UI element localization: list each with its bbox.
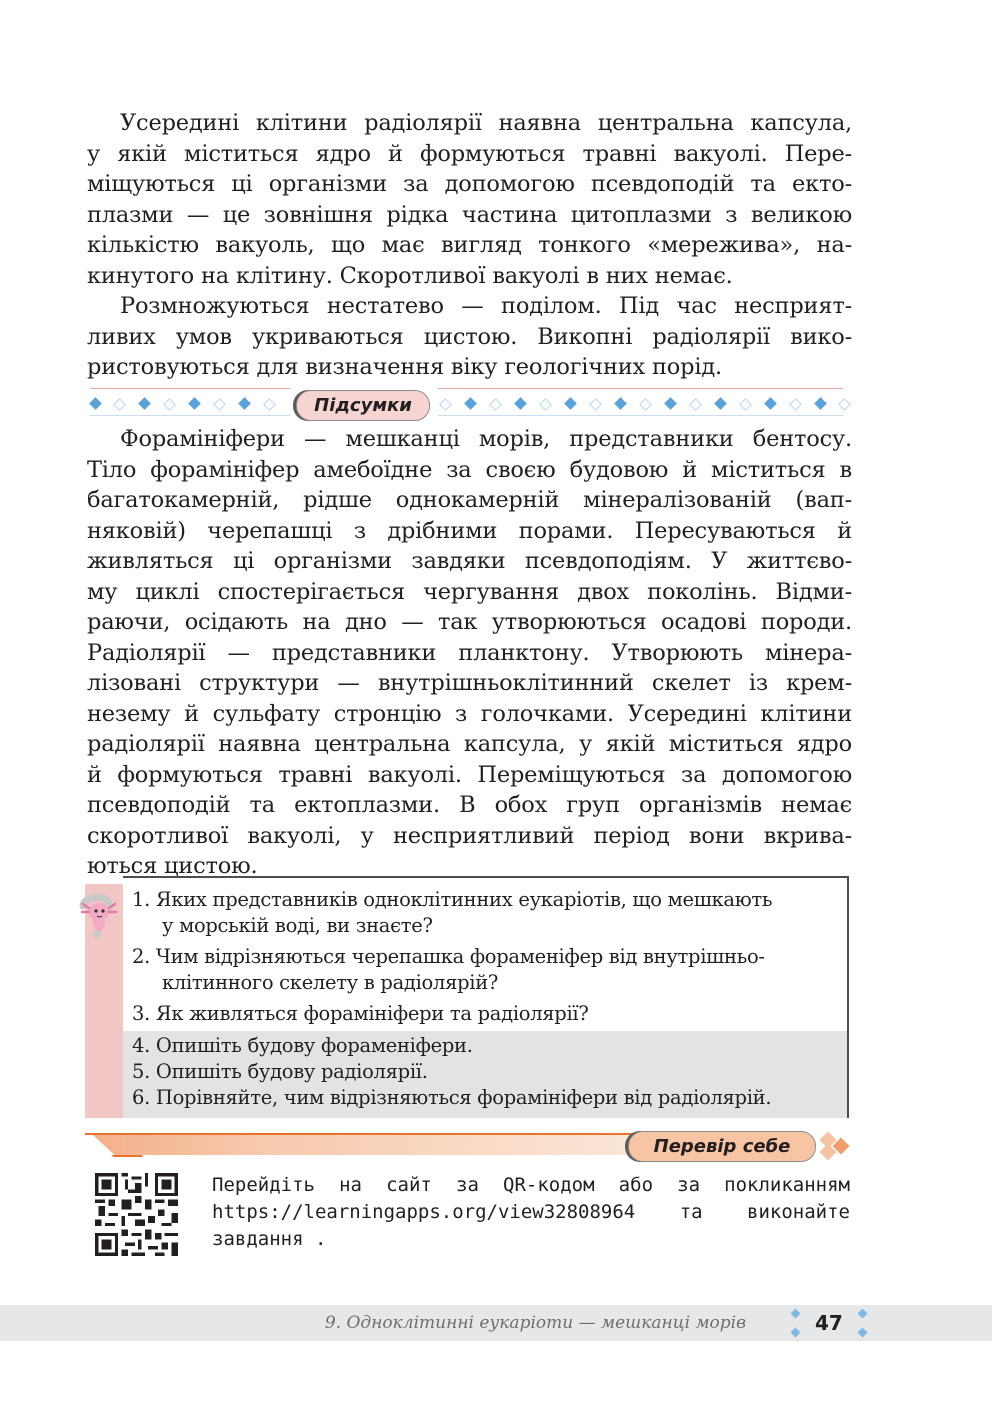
paragraph-capsule bbox=[87, 108, 852, 291]
text-line: плазми — це зовнішня рідка частина цитоплазми з великою bbox=[87, 201, 852, 228]
question-text-cont: клітинного скелету в радіолярій? bbox=[162, 971, 499, 994]
divider-rule bbox=[90, 415, 290, 416]
summary-text bbox=[87, 424, 852, 882]
diamond-icon bbox=[539, 398, 552, 411]
diamond-icon bbox=[858, 1309, 868, 1319]
diamond-icon bbox=[791, 1328, 801, 1338]
question-item bbox=[132, 1059, 771, 1085]
text-line: Тіло форамініфер амебоїдне за своєю будовою й міститься в bbox=[87, 456, 852, 483]
text-line: й формуються травні вакуолі. Переміщуються за допомогою bbox=[87, 761, 852, 788]
question-item bbox=[132, 1001, 772, 1027]
diamond-icon bbox=[639, 398, 652, 411]
summary-heading: Підсумки bbox=[296, 390, 430, 421]
questions-list-1 bbox=[132, 887, 772, 1027]
text-line: Усередині клітини радіолярії наявна центральна капсула, bbox=[120, 110, 852, 136]
text-line: живляться ці організми завдяки псевдоподіям. У життєво- bbox=[87, 548, 852, 574]
question-text: 5. Опишіть будову радіолярії. bbox=[132, 1060, 428, 1083]
divider-rule bbox=[438, 415, 843, 416]
question-text: 4. Опишіть будову фораменіфери. bbox=[132, 1034, 473, 1057]
text-line: ристовуються для визначення віку геологічних порід. bbox=[87, 354, 722, 380]
diamond-icon bbox=[113, 398, 126, 411]
paragraph-reproduction bbox=[87, 291, 852, 383]
question-item bbox=[132, 1033, 771, 1059]
text-line: раючи, осідають на дно — так утворюються осадові породи. bbox=[87, 609, 852, 635]
text-line: Розмножуються нестатево — поділом. Під час несприят- bbox=[120, 293, 852, 319]
summary-divider bbox=[85, 384, 855, 424]
diamond-icon bbox=[664, 397, 677, 410]
text-line: няковій) черепашці з дрібними порами. Пересуваються й bbox=[87, 517, 852, 544]
diamond-icon bbox=[764, 397, 777, 410]
text-line: псевдоподій та ектоплазми. В обох груп організмів немає bbox=[87, 792, 852, 818]
check-yourself-strip bbox=[85, 1130, 855, 1166]
diamond-icon bbox=[163, 398, 176, 411]
diamond-icon bbox=[858, 1328, 868, 1338]
question-text: 3. Як живляться форамініфери та радіолярії? bbox=[132, 1002, 589, 1025]
diamond-icon bbox=[791, 1309, 801, 1319]
diamond-icon bbox=[838, 398, 851, 411]
text-line: незему й сульфату стронцію з голочками. Усередині клітини bbox=[87, 700, 852, 727]
divider-rule bbox=[438, 388, 843, 389]
diamond-icon bbox=[589, 398, 602, 411]
diamond-icon bbox=[614, 397, 627, 410]
chapter-title: 9. Одноклітинні еукаріоти — мешканці морів bbox=[324, 1313, 746, 1333]
diamond-icon bbox=[263, 398, 276, 411]
diamond-icon bbox=[138, 397, 151, 410]
question-item bbox=[132, 1085, 771, 1111]
diamond-icon bbox=[489, 398, 502, 411]
diamond-icon bbox=[213, 398, 226, 411]
diamond-icon bbox=[514, 397, 527, 410]
text-line: міщуються ці організми за допомогою псевдоподій та екто- bbox=[87, 171, 852, 197]
text-line-link[interactable]: https://learningapps.org/view32808964 та виконайте bbox=[212, 1201, 850, 1223]
text-line: у якій міститься ядро й формуються травні вакуолі. Пере- bbox=[87, 140, 852, 167]
page-footer bbox=[0, 1305, 992, 1341]
diamond-icon bbox=[238, 397, 251, 410]
diamond-icon bbox=[714, 397, 727, 410]
text-line: завдання . bbox=[212, 1228, 327, 1250]
diamond-icon bbox=[564, 397, 577, 410]
check-line bbox=[85, 1133, 633, 1135]
question-text: 2. Чим відрізняються черепашка фораменіфер від внутрішньо- bbox=[132, 945, 765, 968]
question-item bbox=[132, 944, 772, 996]
diamond-icon bbox=[814, 397, 827, 410]
diamond-icon bbox=[464, 397, 477, 410]
text-line: багатокамерній, рідше однокамерній мінералізованій (вап- bbox=[87, 487, 852, 513]
text-line: му циклі спостерігається чергування двох поколінь. Відми- bbox=[87, 578, 852, 605]
text-line: Радіолярії — представники планктону. Утворюють мінера- bbox=[87, 639, 852, 666]
text-line: скоротливої вакуолі, у несприятливий період вони вкрива- bbox=[87, 822, 852, 849]
diamond-icon bbox=[739, 398, 752, 411]
diamond-icon bbox=[89, 397, 102, 410]
question-text: 1. Яких представників одноклітинних еукаріотів, що мешкають bbox=[132, 888, 773, 911]
text-line: радіолярії наявна центральна капсула, у якій міститься ядро bbox=[87, 731, 852, 757]
text-line: Форамініфери — мешканці морів, представники бентосу. bbox=[120, 426, 852, 452]
check-yourself-heading: Перевір себе bbox=[628, 1131, 816, 1162]
question-text: 6. Порівняйте, чим відрізняються форамініфери від радіолярій. bbox=[132, 1086, 772, 1109]
text-line: кількістю вакуоль, що має вигляд тонкого «мережива», на- bbox=[87, 232, 852, 258]
diamond-icon bbox=[439, 398, 452, 411]
axolotl-question-icon bbox=[73, 890, 121, 942]
text-line: Перейдіть на сайт за QR-кодом або за покликанням bbox=[212, 1174, 850, 1196]
diamond-icon bbox=[188, 397, 201, 410]
diamond-icon bbox=[689, 398, 702, 411]
text-line: ливих умов укриваються цистою. Викопні радіолярії вико- bbox=[87, 323, 852, 350]
check-yourself-text bbox=[212, 1172, 850, 1253]
page-number: 47 bbox=[815, 1311, 843, 1335]
diamond-icon bbox=[789, 398, 802, 411]
text-line: ються цистою. bbox=[87, 853, 258, 879]
check-band bbox=[93, 1135, 633, 1155]
text-line: кинутого на клітину. Скоротливої вакуолі в них немає. bbox=[87, 262, 733, 289]
text-line: лізовані структури — внутрішньоклітинний скелет із крем- bbox=[87, 670, 852, 696]
question-text-cont: у морській воді, ви знаєте? bbox=[162, 914, 433, 937]
divider-rule bbox=[90, 388, 290, 389]
question-item bbox=[132, 887, 772, 939]
qr-code-icon[interactable] bbox=[95, 1173, 178, 1256]
questions-list-2 bbox=[132, 1033, 771, 1111]
